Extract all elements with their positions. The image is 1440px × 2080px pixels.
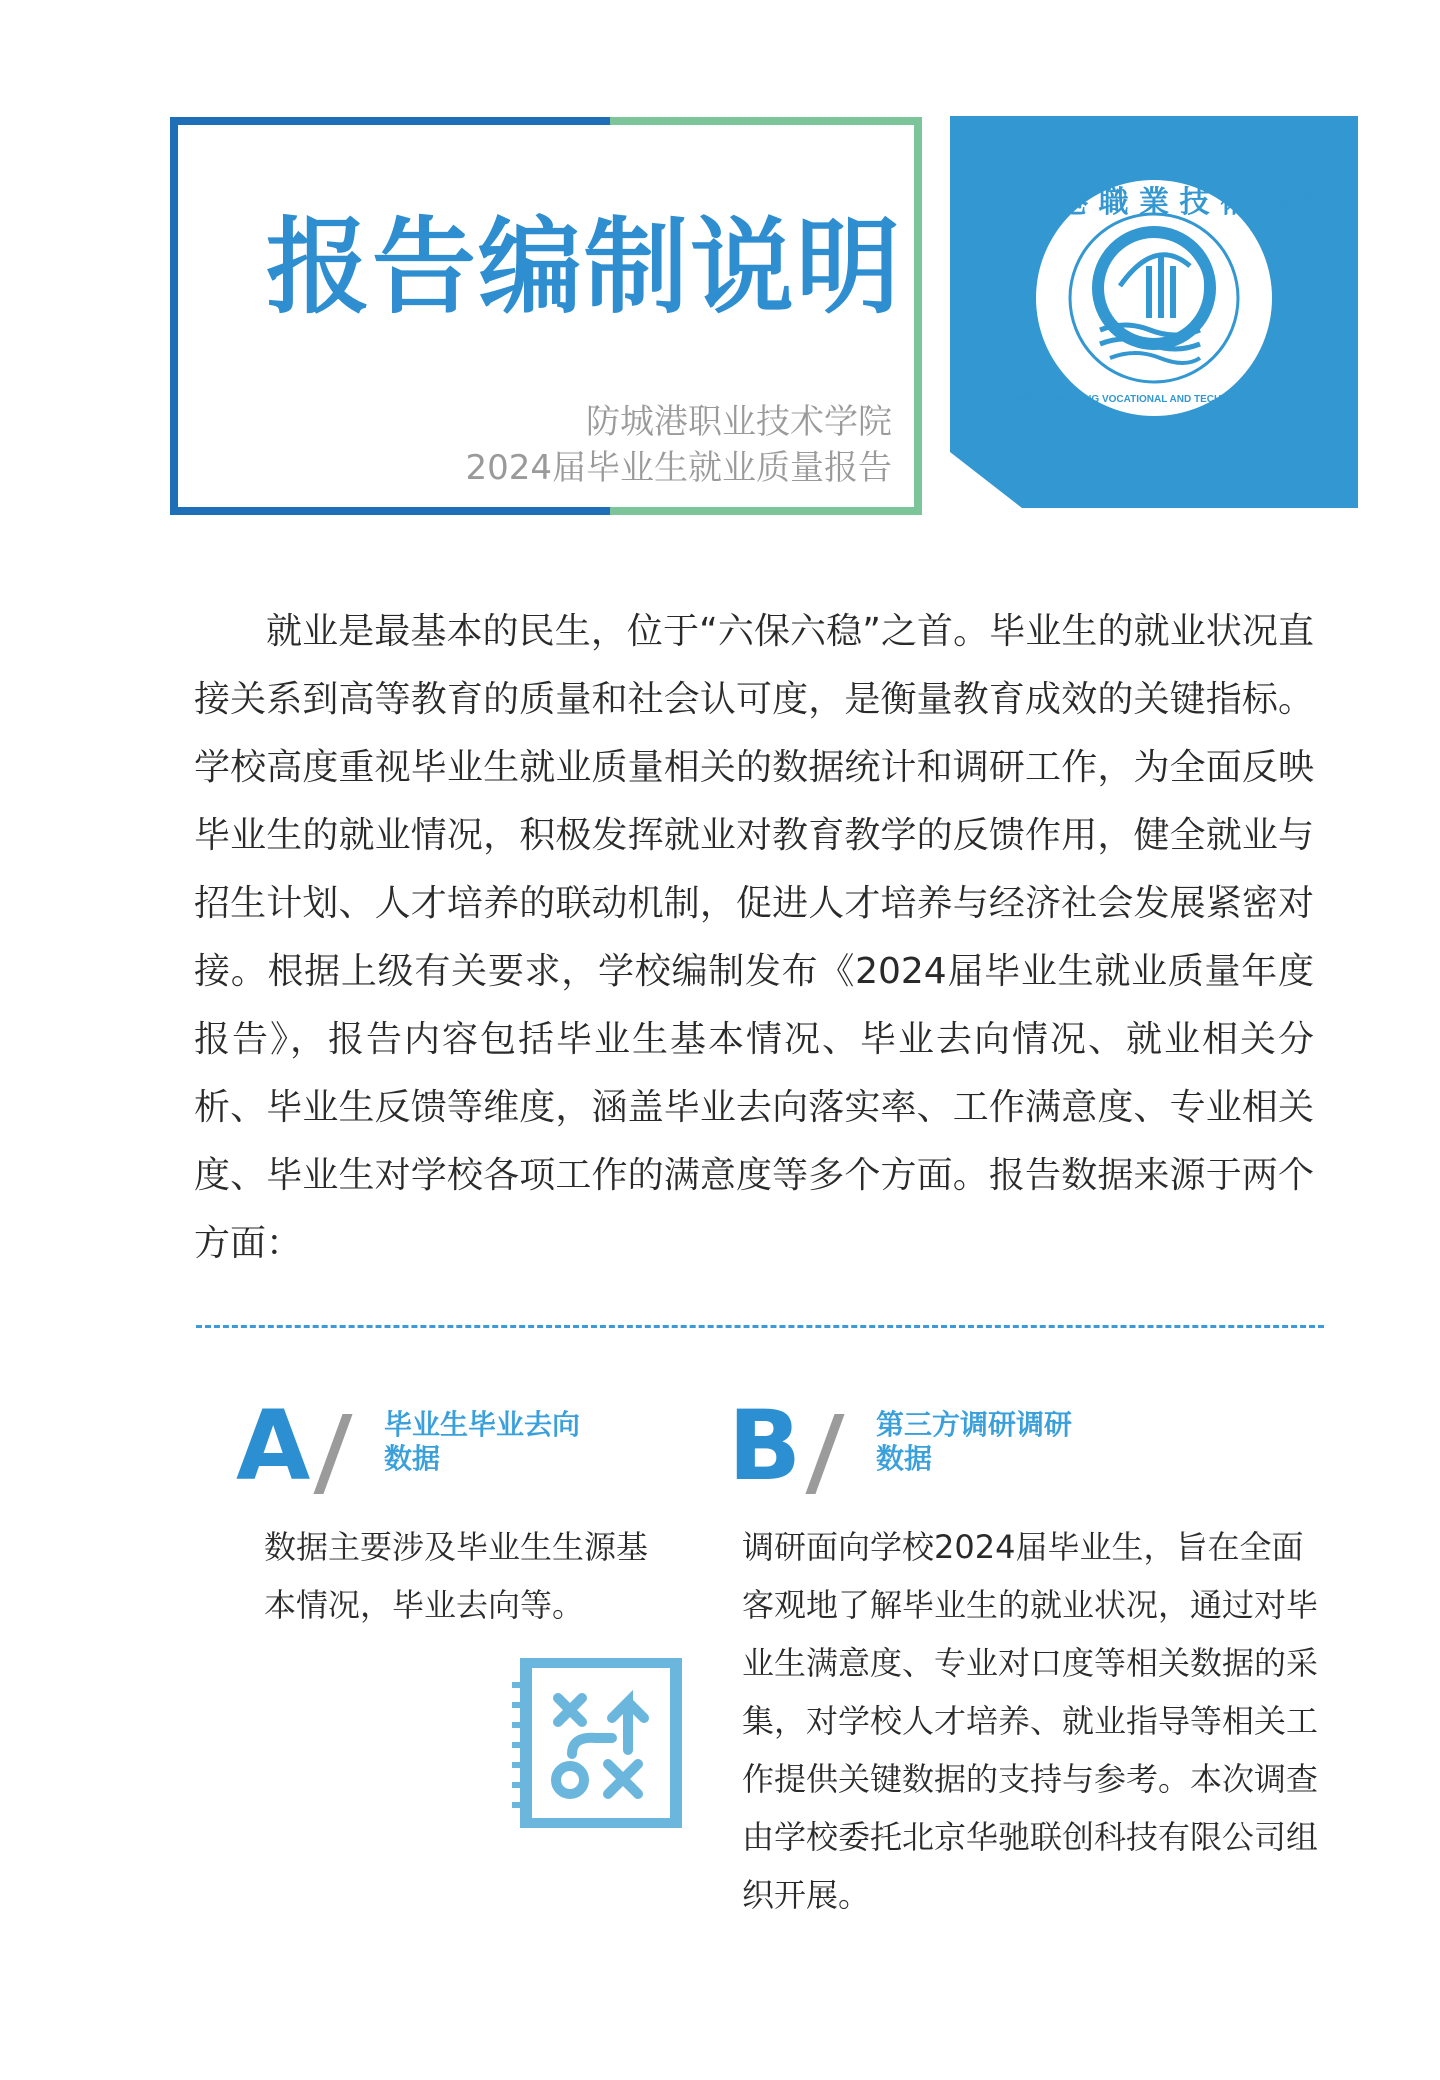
source-a-text: 数据主要涉及毕业生生源基本情况，毕业去向等。 [264,1528,649,1624]
seal-cn-text: 防 城 港 職 業 技 術 學 院 [977,185,1331,220]
subtitle-report: 2024届毕业生就业质量报告 [465,448,892,488]
section-divider [196,1325,1324,1328]
frame-bottom-green [610,507,922,515]
seal-en-text: FANGCHENGGANG VOCATIONAL AND TECHNICAL COLLEGE [1005,394,1303,405]
subtitle-school: 防城港职业技术学院 [586,402,892,442]
logo-panel [950,116,1358,508]
source-a-letter: A [236,1390,309,1502]
page-title: 报告编制说明 [266,206,903,328]
report-subtitle [465,399,892,491]
strategy-plan-icon [512,1658,682,1828]
source-b-letter: B [728,1390,800,1502]
source-a-title: 毕业生毕业去向数据 [384,1408,581,1475]
slash-divider [313,1414,352,1494]
intro-paragraph: 就业是最基本的民生，位于“六保六稳”之首。毕业生的就业状况直接关系到高等教育的质量和社会认可度，是衡量教育成效的关键指标。学校高度重视毕业生就业质量相关的数据统计和调研工作，为全面反映毕业生的就业情况，积极发挥就业对教育教学的反馈作用，健全就业与招生计划、人才培养的联动机制，促进人才培养与经济社会发展紧密对接。根据上级有关要求，学校编制发布《2024届毕业生就业质量年度报告》，报告内容包括毕业生基本情况、毕业去向情况、就业相关分析、毕业生反馈等维度，涵盖毕业去向落实率、工作满意度、专业相关度、毕业生对学校各项工作的满意度等多个方面。报告数据来源于两个方面： [194,611,1314,1264]
college-seal-logo [950,116,1358,508]
source-b-title: 第三方调研调研数据 [876,1408,1073,1475]
source-b-text: 调研面向学校2024届毕业生，旨在全面客观地了解毕业生的就业状况，通过对毕业生满意度、专业对口度等相关数据的采集，对学校人才培养、就业指导等相关工作提供关键数据的支持与参考。本次调查由学校委托北京华驰联创科技有限公司组织开展。 [742,1528,1319,1914]
slash-divider [805,1414,844,1494]
title-frame [170,117,922,515]
frame-top-blue [170,117,610,125]
frame-top-green [610,117,914,125]
